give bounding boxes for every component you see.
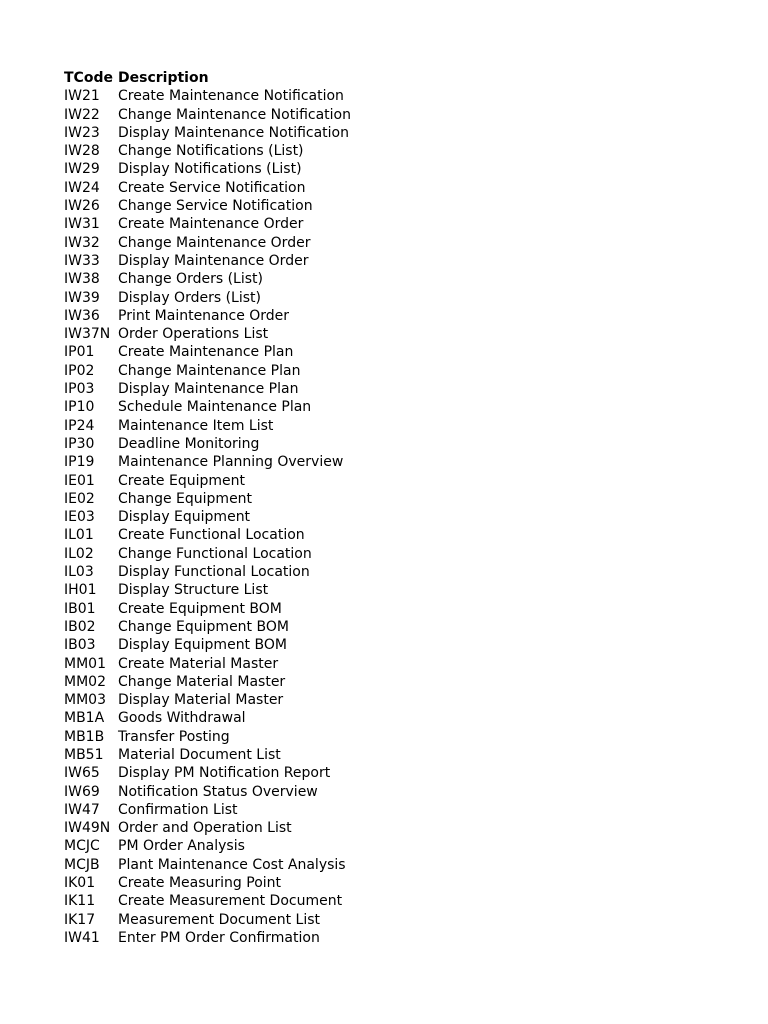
table-row [64, 709, 351, 727]
table-row [64, 87, 351, 105]
description-cell: Display Maintenance Notification [118, 124, 349, 141]
description-cell: Change Equipment BOM [118, 618, 289, 635]
table-row [64, 837, 351, 855]
table-row [64, 398, 351, 416]
table-row [64, 600, 351, 618]
description-cell: Create Measuring Point [118, 875, 282, 892]
description-cell: Enter PM Order Confirmation [118, 929, 320, 946]
tcode-cell: IL02 [64, 545, 94, 562]
tcode-cell: IW41 [64, 929, 100, 946]
description-cell: Display Orders (List) [118, 289, 261, 306]
description-cell: Change Maintenance Plan [118, 362, 301, 379]
description-cell: Create Maintenance Notification [118, 88, 344, 105]
tcode-cell: IL01 [64, 527, 94, 544]
description-cell: Create Functional Location [118, 527, 305, 544]
description-cell: PM Order Analysis [118, 838, 245, 855]
tcode-cell: IH01 [64, 582, 97, 599]
description-cell: Display Equipment BOM [118, 637, 287, 654]
table-row [64, 307, 351, 325]
description-cell: Goods Withdrawal [118, 710, 246, 727]
description-cell: Plant Maintenance Cost Analysis [118, 856, 346, 873]
description-cell: Create Equipment BOM [118, 600, 282, 617]
table-row [64, 417, 351, 435]
description-cell: Change Orders (List) [118, 271, 263, 288]
table-row [64, 362, 351, 380]
table-row [64, 581, 351, 599]
table-row [64, 124, 351, 142]
tcode-cell: IW31 [64, 216, 100, 233]
description-cell: Create Maintenance Order [118, 216, 304, 233]
table-row [64, 508, 351, 526]
tcode-cell: MB1A [64, 710, 105, 727]
tcode-cell: IP10 [64, 399, 95, 416]
description-cell: Change Notifications (List) [118, 143, 304, 160]
table-row [64, 179, 351, 197]
table-row [64, 655, 351, 673]
tcode-table [64, 69, 351, 947]
description-cell: Confirmation List [118, 801, 238, 818]
header-tcode: TCode [64, 70, 113, 86]
table-row [64, 545, 351, 563]
table-row [64, 270, 351, 288]
table-row [64, 746, 351, 764]
description-cell: Print Maintenance Order [118, 307, 290, 324]
table-row [64, 526, 351, 544]
tcode-cell: IW29 [64, 161, 100, 178]
table-header [64, 69, 351, 87]
tcode-cell: MB1B [64, 728, 105, 745]
header-description: Description [118, 70, 209, 86]
description-cell: Schedule Maintenance Plan [118, 399, 312, 416]
table-row [64, 563, 351, 581]
table-row [64, 911, 351, 929]
tcode-cell: IW69 [64, 783, 100, 800]
tcode-cell: IP02 [64, 362, 95, 379]
description-cell: Create Service Notification [118, 179, 306, 196]
tcode-cell: IW38 [64, 271, 100, 288]
tcode-cell: IB03 [64, 637, 96, 654]
description-cell: Change Service Notification [118, 198, 313, 215]
tcode-cell: MM03 [64, 692, 106, 709]
table-row [64, 929, 351, 947]
table-row [64, 490, 351, 508]
tcode-cell: IW26 [64, 198, 100, 215]
tcode-cell: IW37N [64, 326, 111, 343]
description-cell: Display Equipment [118, 509, 251, 526]
table-row [64, 215, 351, 233]
tcode-cell: IB01 [64, 600, 96, 617]
description-cell: Measurement Document List [118, 911, 321, 928]
tcode-cell: IK01 [64, 875, 96, 892]
tcode-cell: IK11 [64, 893, 96, 910]
table-row [64, 691, 351, 709]
table-row [64, 819, 351, 837]
description-cell: Display Material Master [118, 692, 284, 709]
description-cell: Change Functional Location [118, 545, 312, 562]
tcode-cell: IL03 [64, 564, 94, 581]
description-cell: Display Notifications (List) [118, 161, 302, 178]
table-body [64, 87, 351, 947]
table-row [64, 435, 351, 453]
tcode-cell: IK17 [64, 911, 96, 928]
tcode-cell: IB02 [64, 618, 96, 635]
table-row [64, 728, 351, 746]
description-cell: Display Structure List [118, 582, 269, 599]
tcode-cell: IW21 [64, 88, 100, 105]
description-cell: Maintenance Planning Overview [118, 454, 344, 471]
table-row [64, 801, 351, 819]
description-cell: Material Document List [118, 746, 281, 763]
tcode-cell: IW32 [64, 234, 100, 251]
table-row [64, 892, 351, 910]
header-row [64, 69, 351, 87]
description-cell: Create Equipment [118, 472, 245, 489]
description-cell: Change Maintenance Order [118, 234, 311, 251]
description-cell: Display Maintenance Order [118, 252, 309, 269]
description-cell: Change Maintenance Notification [118, 106, 351, 123]
tcode-cell: IW33 [64, 252, 100, 269]
tcode-cell: IE03 [64, 509, 95, 526]
tcode-cell: IP24 [64, 417, 95, 434]
table-row [64, 673, 351, 691]
table-row [64, 453, 351, 471]
description-cell: Notification Status Overview [118, 783, 318, 800]
description-cell: Deadline Monitoring [118, 435, 260, 452]
tcode-cell: IW36 [64, 307, 100, 324]
tcode-cell: MM02 [64, 673, 106, 690]
tcode-cell: IW65 [64, 765, 100, 782]
tcode-cell: MCJB [64, 856, 100, 873]
description-cell: Change Material Master [118, 673, 286, 690]
description-cell: Order Operations List [118, 326, 269, 343]
description-cell: Create Maintenance Plan [118, 344, 294, 361]
tcode-cell: IP03 [64, 381, 95, 398]
tcode-cell: IW24 [64, 179, 100, 196]
tcode-cell: MM01 [64, 655, 106, 672]
tcode-cell: IW47 [64, 801, 100, 818]
tcode-cell: IP30 [64, 435, 95, 452]
tcode-cell: IW22 [64, 106, 100, 123]
table-row [64, 142, 351, 160]
tcode-cell: IE02 [64, 490, 95, 507]
description-cell: Change Equipment [118, 490, 253, 507]
tcode-cell: IW39 [64, 289, 100, 306]
table-row [64, 636, 351, 654]
tcode-cell: IW49N [64, 820, 111, 837]
tcode-cell: MCJC [64, 838, 100, 855]
table-row [64, 618, 351, 636]
table-row [64, 160, 351, 178]
table-row [64, 856, 351, 874]
description-cell: Display Maintenance Plan [118, 381, 299, 398]
description-cell: Order and Operation List [118, 820, 292, 837]
table-row [64, 289, 351, 307]
tcode-cell: IW28 [64, 143, 100, 160]
table-row [64, 325, 351, 343]
tcode-cell: IW23 [64, 124, 100, 141]
description-cell: Display PM Notification Report [118, 765, 331, 782]
table-row [64, 783, 351, 801]
table-row [64, 343, 351, 361]
description-cell: Transfer Posting [118, 728, 230, 745]
tcode-cell: IP01 [64, 344, 95, 361]
description-cell: Display Functional Location [118, 564, 310, 581]
description-cell: Maintenance Item List [118, 417, 274, 434]
table-row [64, 252, 351, 270]
table-row [64, 874, 351, 892]
table-row [64, 197, 351, 215]
tcode-cell: IP19 [64, 454, 95, 471]
table-row [64, 764, 351, 782]
table-row [64, 234, 351, 252]
table-row [64, 380, 351, 398]
tcode-cell: IE01 [64, 472, 95, 489]
description-cell: Create Measurement Document [118, 893, 343, 910]
table-row [64, 472, 351, 490]
tcode-cell: MB51 [64, 746, 104, 763]
table-row [64, 106, 351, 124]
description-cell: Create Material Master [118, 655, 279, 672]
